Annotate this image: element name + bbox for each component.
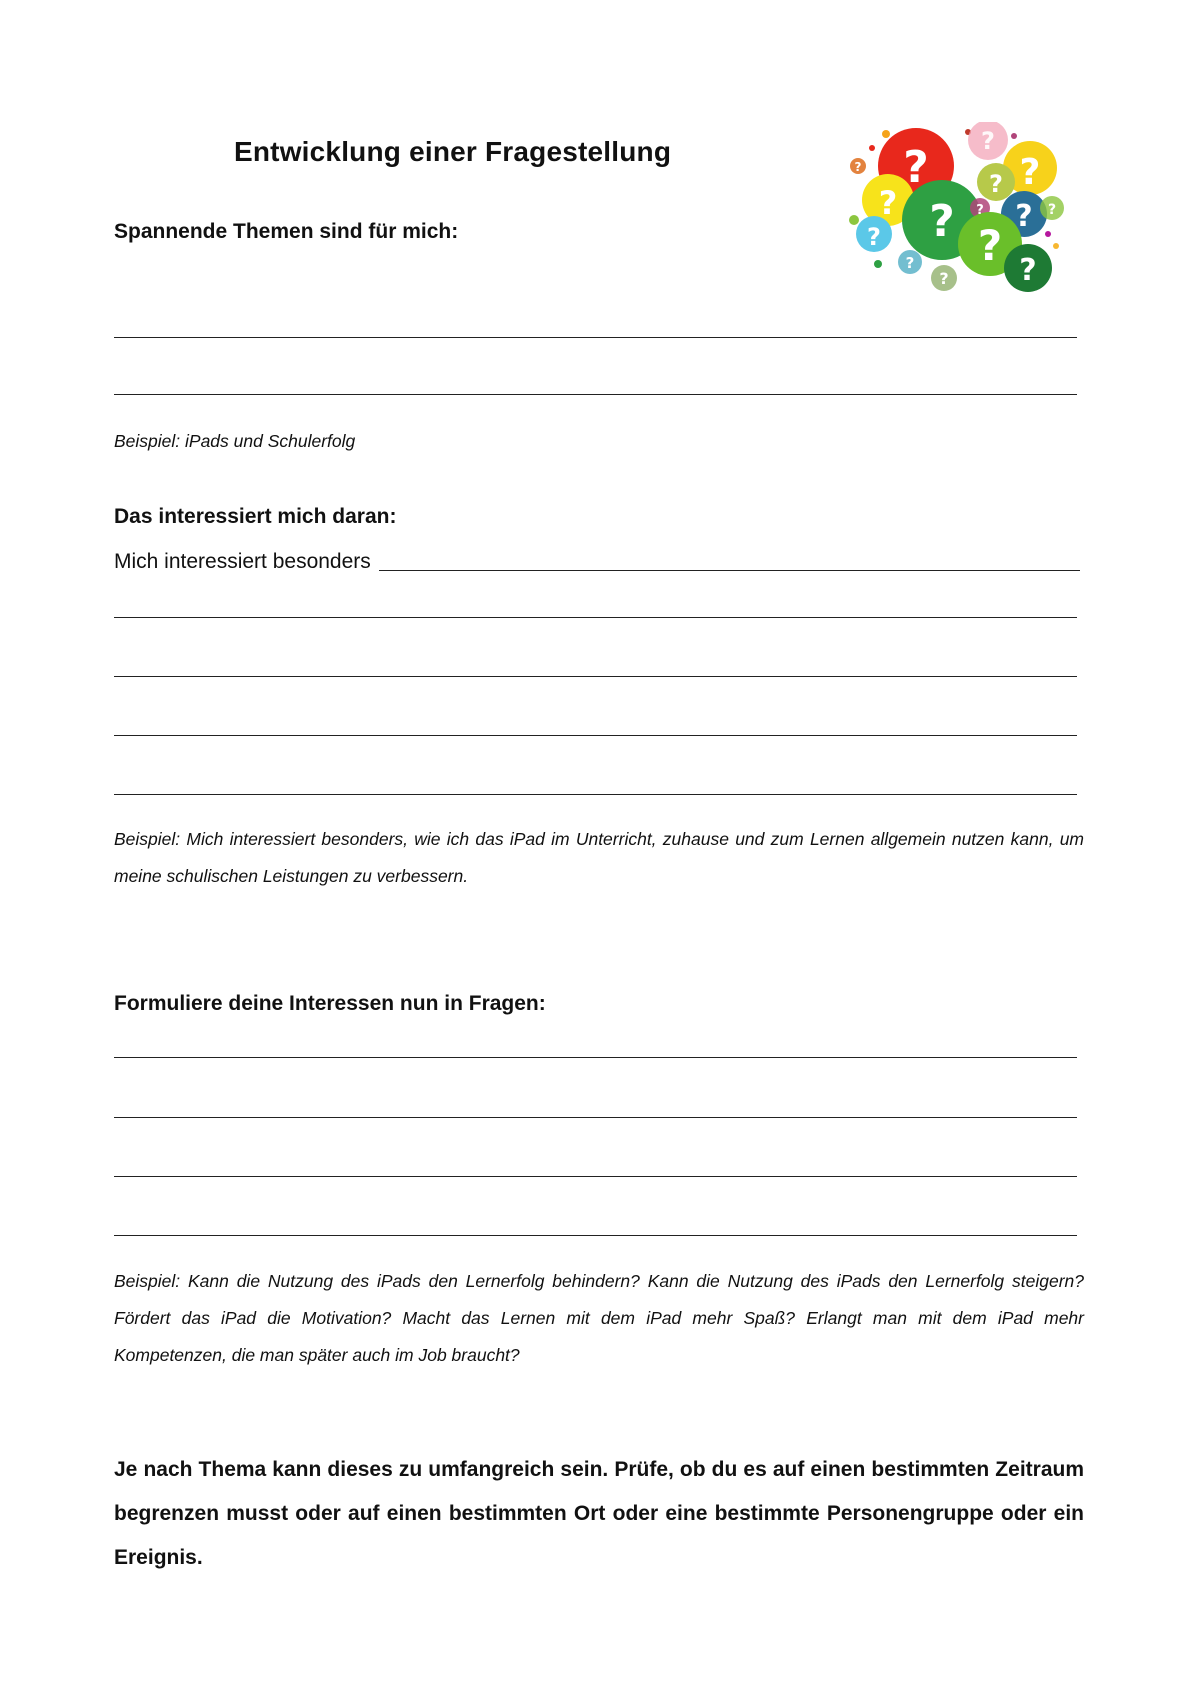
svg-text:?: ? <box>1019 152 1041 193</box>
example-text: Beispiel: Kann die Nutzung des iPads den Lernerfolg behindern? Kann die Nutzung des iPads den Lernerfolg steigern? Fördert das iPad die Motivation? Macht das Lernen mit dem iPad mehr Spaß? Erlangt man mit dem iPad mehr Kompetenzen, die man später auch im Job braucht? <box>114 1271 1084 1365</box>
example-text: Beispiel: iPads und Schulerfolg <box>114 431 356 451</box>
section-heading-questions: Formuliere deine Interessen nun in Fragen: <box>114 992 546 1015</box>
question-bubbles-icon <box>838 122 1064 294</box>
answer-line[interactable] <box>114 617 1077 618</box>
svg-text:?: ? <box>989 170 1003 198</box>
answer-line[interactable] <box>379 548 1080 571</box>
svg-text:?: ? <box>905 254 915 272</box>
svg-text:?: ? <box>976 203 984 218</box>
answer-line[interactable] <box>114 1176 1077 1177</box>
answer-line[interactable] <box>114 794 1077 795</box>
interest-prompt-row[interactable] <box>114 548 1080 574</box>
interest-prompt-label: Mich interessiert besonders <box>114 550 371 573</box>
answer-line[interactable] <box>114 394 1077 395</box>
svg-text:?: ? <box>1047 202 1057 218</box>
svg-text:?: ? <box>1019 253 1037 288</box>
section-heading-themes: Spannende Themen sind für mich: <box>114 220 459 243</box>
page-title: Entwicklung einer Fragestellung <box>234 136 672 167</box>
closing-instruction: Je nach Thema kann dieses zu umfangreich sein. Prüfe, ob du es auf einen bestimmten Zeitraum begrenzen musst oder auf einen bestimmten Ort oder eine bestimmte Personengruppe oder ein Ereignis. <box>114 1458 1084 1569</box>
answer-line[interactable] <box>114 1117 1077 1118</box>
svg-text:?: ? <box>867 223 881 251</box>
example-text: Beispiel: Mich interessiert besonders, wie ich das iPad im Unterricht, zuhause und zum Lernen allgemein nutzen kann, um meine schulischen Leistungen zu verbessern. <box>114 829 1084 886</box>
answer-line[interactable] <box>114 735 1077 736</box>
svg-text:?: ? <box>939 269 949 288</box>
section-heading-interest: Das interessiert mich daran: <box>114 505 397 528</box>
svg-text:?: ? <box>977 221 1003 270</box>
answer-line[interactable] <box>114 1057 1077 1058</box>
answer-line[interactable] <box>114 676 1077 677</box>
svg-text:?: ? <box>854 160 862 174</box>
answer-line[interactable] <box>114 337 1077 338</box>
svg-text:?: ? <box>878 184 898 222</box>
answer-line[interactable] <box>114 1235 1077 1236</box>
svg-text:?: ? <box>1015 199 1033 234</box>
svg-text:?: ? <box>981 127 995 155</box>
svg-text:?: ? <box>929 196 955 247</box>
svg-text:?: ? <box>903 142 929 193</box>
